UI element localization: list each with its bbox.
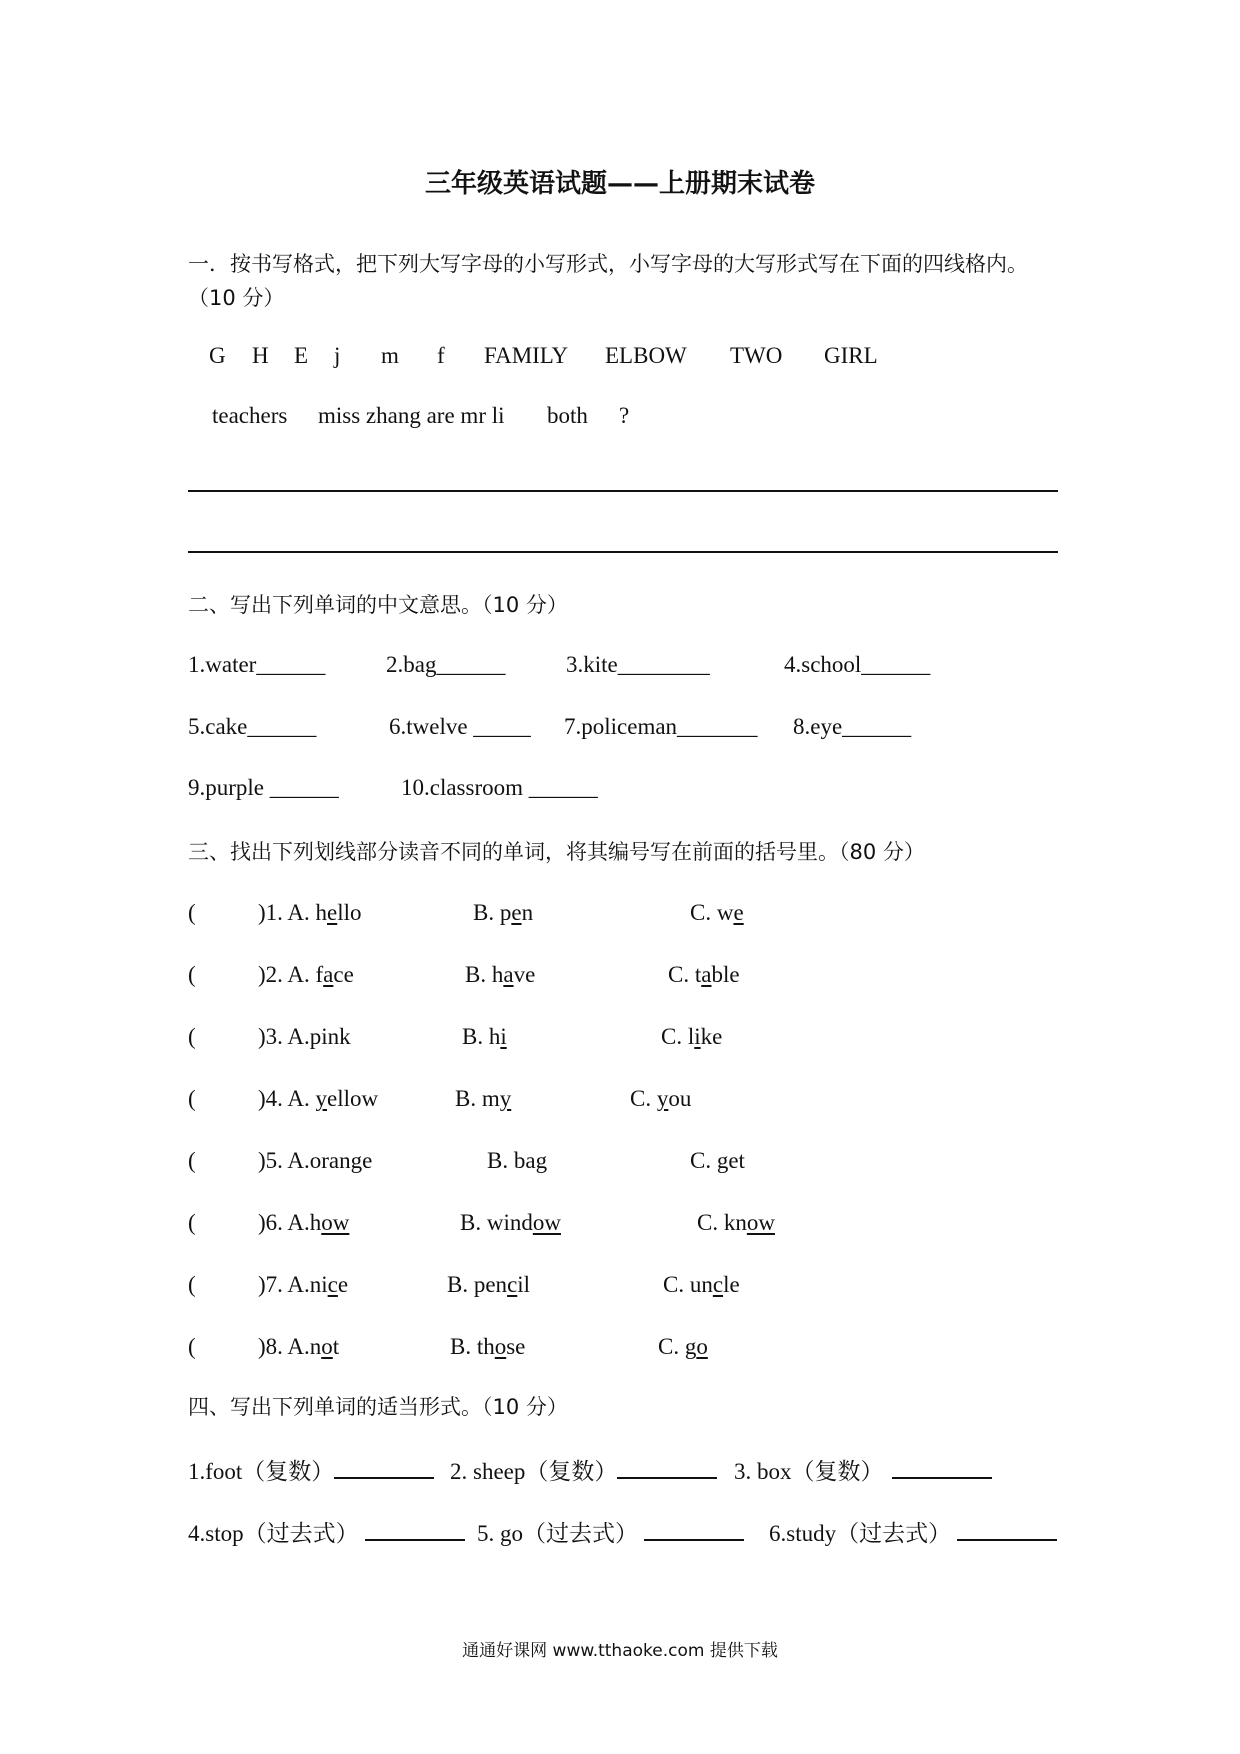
underlined-letters: e (327, 900, 338, 925)
underlined-letters: y (656, 1086, 669, 1111)
question-option-b (462, 1024, 507, 1050)
question-number: )2. A. (258, 962, 316, 987)
question-number: )8. A. (258, 1334, 310, 1359)
answer-bracket[interactable]: ( (188, 1334, 196, 1359)
answer-blank[interactable] (365, 1538, 465, 1541)
question-option-c (630, 1086, 691, 1112)
word-part: llo (337, 900, 362, 925)
letter-7: FAMILY (484, 343, 569, 368)
word-part: f (315, 962, 324, 987)
question-number: )5. A. (258, 1148, 310, 1173)
underlined-letters: c (507, 1272, 518, 1297)
answer-bracket[interactable]: ( (188, 1272, 196, 1297)
underlined-letters: o (696, 1334, 708, 1359)
question-option-a (258, 1334, 339, 1360)
answer-blank[interactable] (892, 1476, 992, 1479)
form-item-5 (477, 1515, 744, 1548)
letter-1: G (209, 343, 226, 368)
word-part: C. kn (697, 1210, 747, 1235)
question-number: )3. A. (258, 1024, 310, 1049)
form-item-3 (734, 1453, 992, 1486)
word-part: C. l (661, 1024, 695, 1049)
vocab-item: 1.water______ (188, 652, 326, 677)
form-item-4 (188, 1515, 465, 1548)
word-part: ou (668, 1086, 692, 1111)
underlined-letters: c (327, 1272, 338, 1297)
question-option-a (258, 1024, 351, 1050)
question-option-c (658, 1334, 708, 1360)
question-option-a (258, 1086, 378, 1112)
word-part: h (309, 1210, 322, 1235)
sentence-word-4: ? (619, 403, 630, 428)
underlined-letters: o (494, 1334, 507, 1359)
word-part: il (517, 1272, 531, 1297)
word-part: ni (309, 1272, 328, 1297)
question-option-c (690, 1148, 745, 1174)
underlined-letters: g (535, 1148, 548, 1173)
word-part: C. (690, 1148, 717, 1173)
word-part: B. th (450, 1334, 495, 1359)
letter-10: GIRL (824, 343, 878, 368)
question-option-c (690, 900, 744, 926)
question-option-b (450, 1334, 525, 1360)
word-part: B. h (465, 962, 504, 987)
word-part: B. pen (447, 1272, 508, 1297)
word-part: t (332, 1334, 340, 1359)
underlined-letters: i (694, 1024, 701, 1049)
question-option-b (465, 962, 535, 988)
word-part: pink (309, 1024, 351, 1049)
writing-line-2[interactable] (188, 551, 1058, 553)
word-part: e (337, 1272, 349, 1297)
vocab-item: 9.purple ______ (188, 775, 339, 800)
answer-blank[interactable] (644, 1538, 744, 1541)
section1-heading: 一．按书写格式，把下列大写字母的小写形式，小写字母的大写形式写在下面的四线格内。 (188, 252, 1028, 276)
question-option-a (258, 1210, 349, 1236)
underlined-letters: y (315, 1086, 327, 1111)
section4-heading: 四、写出下列单词的适当形式。（10 分） (188, 1395, 568, 1419)
word-part: et (728, 1148, 745, 1173)
underlined-letters: a (503, 962, 514, 987)
question-number: )4. A. (258, 1086, 316, 1111)
underlined-letters: a (701, 962, 712, 987)
form-item-label: 3. box（复数） (734, 1459, 884, 1484)
word-part: ve (513, 962, 536, 987)
form-item-label: 5. go（过去式） (477, 1521, 638, 1546)
underlined-letters: g (716, 1148, 729, 1173)
answer-blank[interactable] (957, 1538, 1057, 1541)
word-part: B. wind (460, 1210, 533, 1235)
word-part: B. m (455, 1086, 500, 1111)
underlined-letters: g (350, 1148, 363, 1173)
question-option-c (668, 962, 740, 988)
question-option-b (460, 1210, 561, 1236)
sentence-word-3: both (547, 403, 588, 428)
form-item-2 (450, 1453, 717, 1486)
question-option-b (455, 1086, 511, 1112)
underlined-letters: y (499, 1086, 512, 1111)
vocab-item: 2.bag______ (386, 652, 506, 677)
word-part: B. ba (487, 1148, 536, 1173)
question-number: )7. A. (258, 1272, 310, 1297)
sentence-word-2: miss zhang are mr li (318, 403, 505, 428)
answer-bracket[interactable]: ( (188, 962, 196, 987)
answer-blank[interactable] (617, 1476, 717, 1479)
vocab-item: 7.policeman_______ (564, 714, 758, 739)
question-option-a (258, 1148, 372, 1174)
answer-bracket[interactable]: ( (188, 1210, 196, 1235)
question-option-a (258, 962, 354, 988)
underlined-letters: ow (532, 1210, 561, 1235)
page-title: 三年级英语试题——上册期末试卷 (424, 169, 815, 199)
word-part: se (506, 1334, 526, 1359)
footer-credit: 通通好课网 www.tthaoke.com 提供下载 (462, 1641, 778, 1661)
word-part: e (362, 1148, 373, 1173)
word-part: n (521, 900, 534, 925)
answer-blank[interactable] (334, 1476, 434, 1479)
underlined-letters: e (733, 900, 744, 925)
word-part: C. (630, 1086, 657, 1111)
letter-8: ELBOW (605, 343, 687, 368)
question-number: )6. A. (258, 1210, 310, 1235)
form-item-label: 1.foot（复数） (188, 1459, 335, 1484)
question-option-b (473, 900, 533, 926)
answer-bracket[interactable]: ( (188, 1148, 196, 1173)
word-part: oran (309, 1148, 351, 1173)
underlined-letters: a (323, 962, 334, 987)
vocab-item: 8.eye______ (793, 714, 912, 739)
letter-4: j (334, 343, 341, 368)
word-part: n (309, 1334, 322, 1359)
section2-heading: 二、写出下列单词的中文意思。（10 分） (188, 593, 568, 617)
letter-5: m (381, 343, 399, 368)
underlined-letters: ow (746, 1210, 775, 1235)
question-option-b (447, 1272, 530, 1298)
word-part: ellow (327, 1086, 379, 1111)
question-option-a (258, 1272, 348, 1298)
word-part: le (723, 1272, 740, 1297)
section1-score: （10 分） (188, 286, 285, 310)
letter-3: E (294, 343, 309, 368)
vocab-item: 6.twelve _____ (389, 714, 531, 739)
word-part: C. t (668, 962, 702, 987)
underlined-letters: i (500, 1024, 507, 1049)
vocab-item: 4.school______ (784, 652, 931, 677)
word-part: h (315, 900, 327, 925)
question-option-c (697, 1210, 775, 1236)
letter-2: H (252, 343, 269, 368)
form-item-label: 4.stop（过去式） (188, 1521, 359, 1546)
form-item-1 (188, 1453, 434, 1486)
answer-bracket[interactable]: ( (188, 1086, 196, 1111)
question-option-c (661, 1024, 722, 1050)
word-part: C. g (658, 1334, 697, 1359)
form-item-label: 2. sheep（复数） (450, 1459, 618, 1484)
vocab-item: 3.kite________ (566, 652, 710, 677)
word-part: B. p (473, 900, 512, 925)
question-option-a (258, 900, 362, 926)
answer-bracket[interactable]: ( (188, 1024, 196, 1049)
underlined-letters: e (511, 900, 522, 925)
word-part: ke (700, 1024, 723, 1049)
word-part: ble (711, 962, 740, 987)
vocab-item: 10.classroom ______ (401, 775, 598, 800)
underlined-letters: o (321, 1334, 333, 1359)
question-option-c (663, 1272, 740, 1298)
word-part: C. un (663, 1272, 713, 1297)
sentence-word-1: teachers (212, 403, 288, 428)
word-part: C. w (690, 900, 734, 925)
section3-heading: 三、找出下列划线部分读音不同的单词，将其编号写在前面的括号里。（80 分） (188, 840, 925, 864)
word-part: ce (333, 962, 354, 987)
letter-9: TWO (730, 343, 783, 368)
writing-line-1[interactable] (188, 490, 1058, 492)
form-item-6 (769, 1515, 1057, 1548)
question-option-b (487, 1148, 547, 1174)
vocab-item: 5.cake______ (188, 714, 317, 739)
underlined-letters: ow (321, 1210, 350, 1235)
form-item-label: 6.study（过去式） (769, 1521, 952, 1546)
letter-6: f (437, 343, 445, 368)
question-number: )1. A. (258, 900, 316, 925)
answer-bracket[interactable]: ( (188, 900, 196, 925)
word-part: B. h (462, 1024, 501, 1049)
underlined-letters: c (712, 1272, 724, 1297)
